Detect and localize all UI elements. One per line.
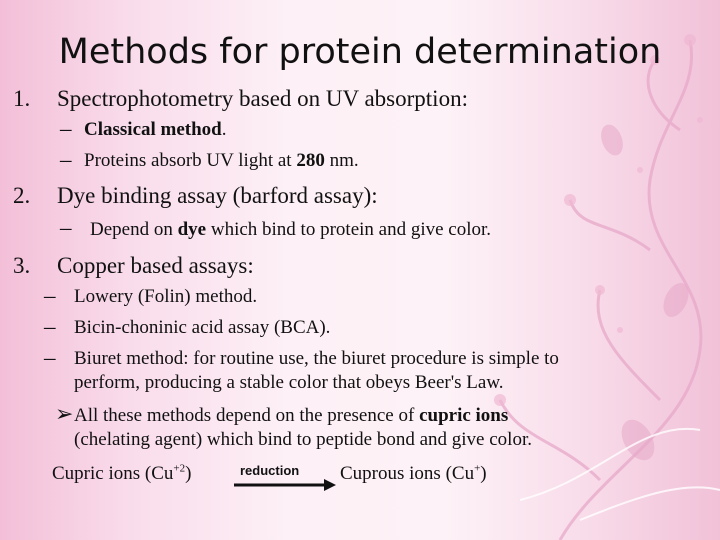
item-1-sub-1: Classical method. — [84, 119, 227, 140]
item-3-text: Copper based assays: — [57, 253, 254, 278]
slide-title: Methods for protein determination — [58, 32, 662, 72]
item-1-sub-2: Proteins absorb UV light at 280 nm. — [84, 150, 359, 171]
dash-icon: – — [60, 147, 72, 172]
dash-icon: – — [60, 116, 72, 141]
item-1-number: 1. — [13, 86, 31, 111]
dash-icon: – — [44, 314, 56, 339]
item-3-sub-3-line-1: Biuret method: for routine use, the biuret procedure is simple to — [74, 348, 559, 369]
item-2-text: Dye binding assay (barford assay): — [57, 183, 378, 208]
arrow-bullet-icon: ➢ — [55, 402, 74, 427]
item-3-note-line-2: (chelating agent) which bind to peptide bond and give color. — [74, 429, 532, 450]
item-2-sub-1: Depend on dye which bind to protein and give color. — [90, 219, 492, 240]
dash-icon: – — [44, 345, 56, 370]
item-2-number: 2. — [13, 183, 31, 208]
item-1-text: Spectrophotometry based on UV absorption: — [57, 86, 468, 111]
dash-icon: – — [60, 215, 72, 240]
item-3-number: 3. — [13, 253, 31, 278]
item-3-sub-3-line-2: perform, producing a stable color that obeys Beer's Law. — [74, 372, 504, 393]
item-3-sub-2: Bicin-choninic acid assay (BCA). — [74, 317, 331, 338]
item-3-note-line-1: All these methods depend on the presence of cupric ions — [74, 405, 509, 426]
dash-icon: – — [44, 283, 56, 308]
reduction-label: reduction — [240, 463, 300, 478]
reaction-arrow-icon — [232, 478, 338, 492]
item-3-sub-1: Lowery (Folin) method. — [74, 286, 258, 307]
equation-reactant: Cupric ions $(Cu^{+2})$ — [52, 462, 192, 484]
equation-product: Cuprous ions (Cu+) — [340, 462, 487, 484]
